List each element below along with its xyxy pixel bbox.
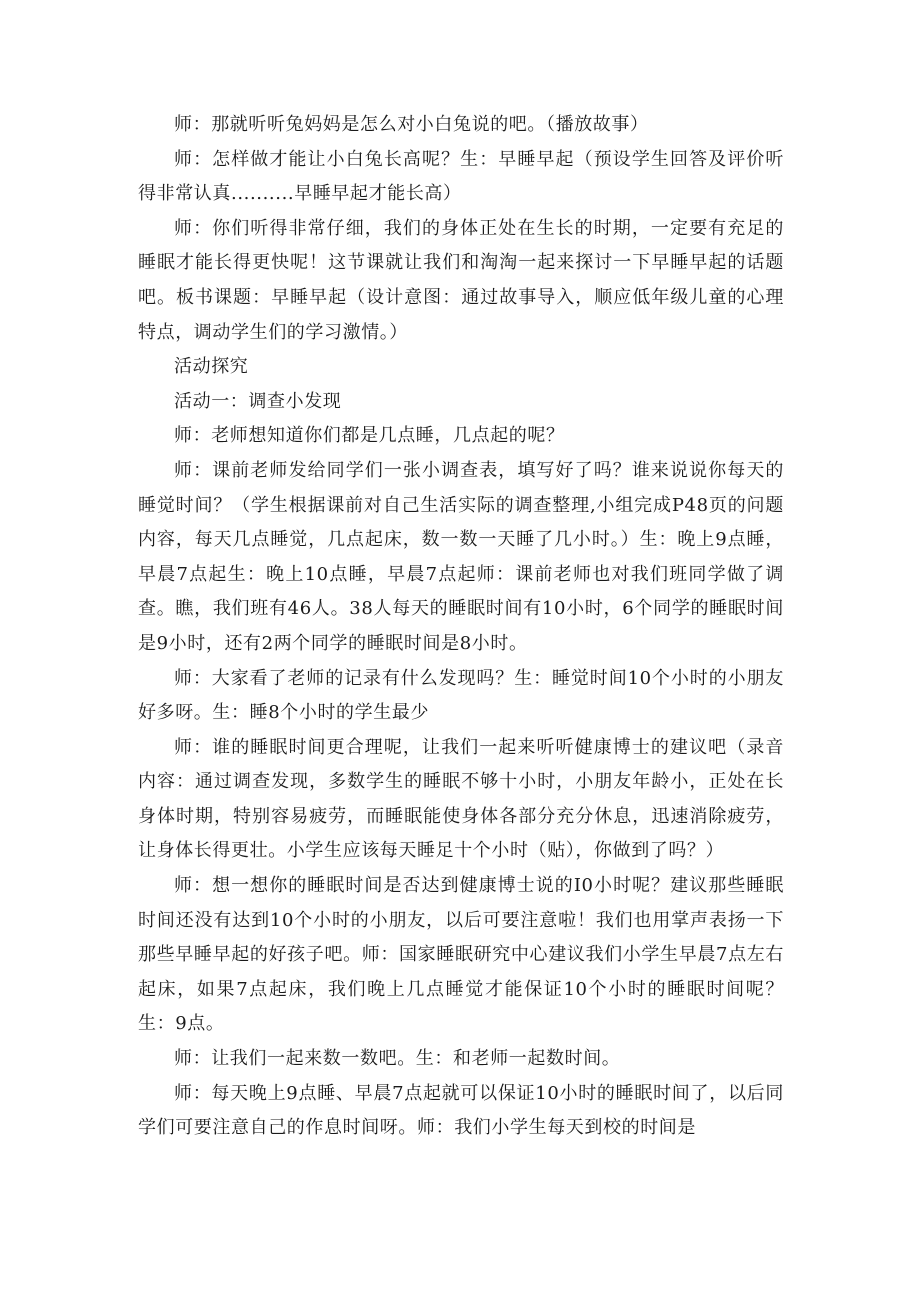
section-heading-activity-one: 活动一：调查小发现 <box>174 390 342 412</box>
paragraph-sleep-goal: 师：想一想你的睡眠时间是否达到健康博士说的I0小时呢？建议那些睡眠时间还没有达到10个小时的小朋友，以后可要注意啦！我们也用掌声表扬一下那些早睡早起的好孩子吧。师：国家睡眠研究中心建议我们小学生早晨7点左右起床，如果7点起床，我们晚上几点睡觉才能保证10个小时的睡眠时间呢？生：9点。 <box>138 875 784 1035</box>
paragraph-findings: 师：大家看了老师的记录有什么发现吗？生：睡觉时间10个小时的小朋友好多呀。生：睡8个小时的学生最少 <box>138 667 784 724</box>
paragraph-survey: 师：课前老师发给同学们一张小调查表，填写好了吗？谁来说说你每天的睡觉时间？（学生根据课前对自己生活实际的调查整理,小组完成P48页的问题内容，每天几点睡觉，几点起床，数一数一天睡了几小时。）生：晚上9点睡，早晨7点起生：晚上10点睡，早晨7点起师：课前老师也对我们班同学做了调查。瞧，我们班有46人。38人每天的睡眠时间有10小时，6个同学的睡眠时间是9小时，还有2两个同学的睡眠时间是8小时。 <box>138 459 784 654</box>
paragraph-story-intro: 师：那就听听兔妈妈是怎么对小白兔说的吧。（播放故事） <box>174 114 649 135</box>
paragraph-how-to-grow: 师：怎样做才能让小白兔长高呢？生：早睡早起（预设学生回答及评价听得非常认真..........早睡早起才能长高） <box>138 148 784 205</box>
paragraph-lesson-topic: 师：你们听得非常仔细，我们的身体正处在生长的时期，一定要有充足的睡眠才能长得更快呢！这节课就让我们和淘淘一起来探讨一下早睡早起的话题吧。板书课题：早睡早起（设计意图：通过故事导入，顺应低年级儿童的心理特点，调动学生们的学习激情。） <box>138 217 784 343</box>
paragraph-teacher-question: 师：老师想知道你们都是几点睡，几点起的呢？ <box>174 425 565 447</box>
document-body <box>138 108 784 1146</box>
paragraph-schedule: 师：每天晚上9点睡、早晨7点起就可以保证10小时的睡眠时间了，以后同学们可要注意自己的作息时间呀。师：我们小学生每天到校的时间是 <box>138 1082 784 1139</box>
paragraph-health-doctor: 师：谁的睡眠时间更合理呢，让我们一起来听听健康博士的建议吧（录音内容：通过调查发现，多数学生的睡眠不够十小时，小朋友年龄小，正处在长身体时期，特别容易疲劳，而睡眠能使身体各部分充分休息，迅速消除疲劳，让身体长得更壮。小学生应该每天睡足十个小时（贴），你做到了吗？） <box>138 736 784 862</box>
paragraph-count-together: 师：让我们一起来数一数吧。生：和老师一起数时间。 <box>174 1048 621 1070</box>
section-heading-activity-exploration: 活动探究 <box>174 356 249 378</box>
